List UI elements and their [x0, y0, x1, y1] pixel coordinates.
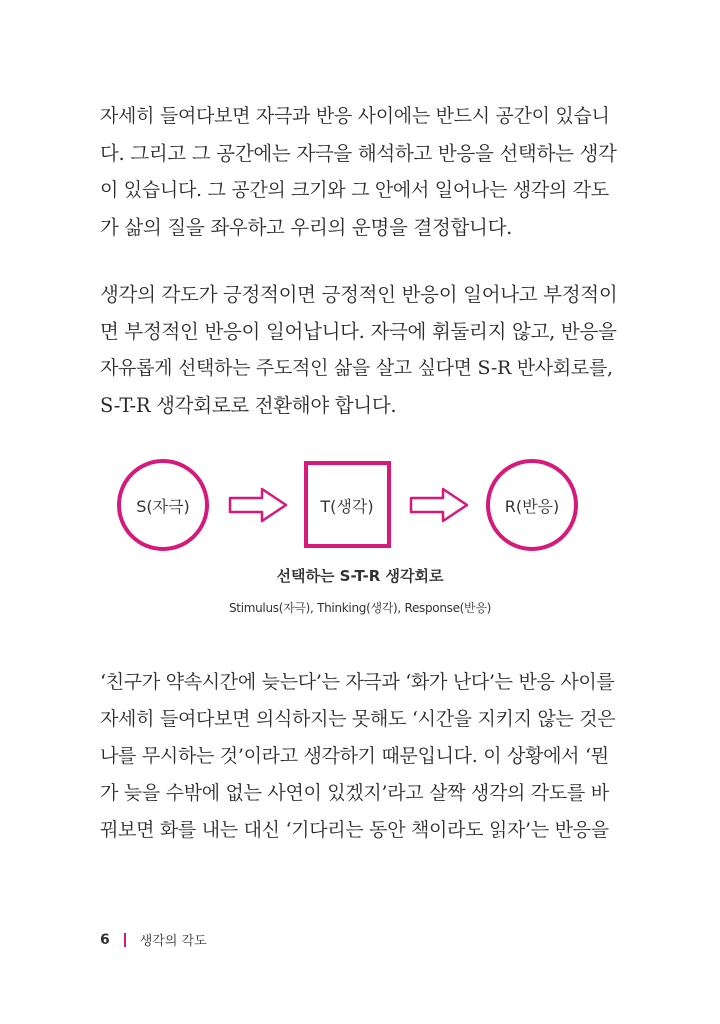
diagram-caption-subtitle: Stimulus(자극), Thinking(생각), Response(반응)	[228, 601, 492, 615]
text-line: 꿔보면 화를 내는 대신 ‘기다리는 동안 책이라도 읽자’는 반응을	[100, 819, 609, 841]
paragraph-1	[100, 98, 620, 246]
text-line: 생각의 각도가 긍정적이면 긍정적인 반응이 일어나고 부정적이	[100, 283, 618, 306]
text-line: 다. 그리고 그 공간에는 자극을 해석하고 반응을 선택하는 생각	[100, 142, 617, 165]
arrow-icon	[411, 489, 467, 521]
page-number: 6	[100, 931, 110, 948]
page-footer	[100, 930, 207, 949]
text-line: ‘친구가 약속시간에 늦는다’는 자극과 ‘화가 난다’는 반응 사이를	[100, 671, 615, 693]
paragraph-3	[100, 664, 620, 849]
diagram-caption-title: 선택하는 S-T-R 생각회로	[276, 567, 444, 585]
text-line: 자세히 들여다보면 자극과 반응 사이에는 반드시 공간이 있습니	[100, 105, 610, 127]
text-line: 자세히 들여다보면 의식하지는 못해도 ‘시간을 지키지 않는 것은	[100, 708, 616, 730]
text-line: 자유롭게 선택하는 주도적인 삶을 살고 싶다면 S-R 반사회로를,	[100, 357, 613, 379]
stimulus-label: S(자극)	[136, 497, 190, 516]
running-title: 생각의 각도	[139, 934, 207, 949]
thinking-label: T(생각)	[320, 497, 374, 516]
text-line: 나를 무시하는 것’이라고 생각하기 때문입니다. 이 상황에서 ‘뭔	[100, 745, 609, 767]
text-line: S-T-R 생각회로로 전환해야 합니다.	[100, 394, 397, 417]
text-line: 면 부정적인 반응이 일어납니다. 자극에 휘둘리지 않고, 반응을	[100, 320, 617, 343]
text-line: 가 늦을 수밖에 없는 사연이 있겠지’라고 살짝 생각의 각도를 바	[100, 782, 609, 804]
footer-divider	[124, 933, 126, 947]
paragraph-2	[100, 276, 620, 424]
text-line: 가 삶의 질을 좌우하고 우리의 운명을 결정합니다.	[100, 216, 513, 239]
text-line: 이 있습니다. 그 공간의 크기와 그 안에서 일어나는 생각의 각도	[100, 179, 609, 201]
arrow-icon	[230, 489, 286, 521]
response-label: R(반응)	[504, 497, 560, 516]
